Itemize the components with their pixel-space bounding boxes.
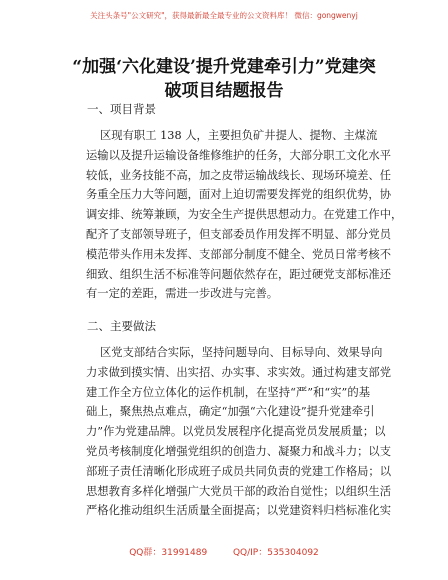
paragraph-line: 部班子责任清晰化形成班子成员共同负责的党建工作格局；以 — [86, 464, 392, 478]
paragraph-line: 运输以及提升运输设备维修维护的任务，大部分职工文化水平 — [86, 148, 392, 162]
paragraph-line: 务重全压力大等问题，面对上迫切需要发挥党的组织优势，协 — [86, 188, 392, 202]
footer-contact — [0, 545, 448, 558]
title-line-2: 破项目结题报告 — [164, 81, 284, 101]
paragraph-background — [86, 126, 403, 304]
section-heading-background: 一、项目背景 — [87, 102, 156, 116]
paragraph-line: 严格化推动组织生活质量全面提高；以党建资料归档标准化实 — [86, 504, 392, 518]
paragraph-line: 力”作为党建品牌。以党员发展程序化提高党员发展质量；以 — [86, 425, 386, 439]
paragraph-line: 区现有职工 138 人，主要担负矿井提人、提物、主煤流 — [100, 129, 378, 142]
top-banner: 关注头条号"公文研究"，获得最新最全最专业的公文资料库！ 微信：gongwenyj — [90, 11, 358, 20]
document-title — [30, 55, 418, 103]
footer-qq-ip: QQ/IP：535304092 — [232, 548, 319, 558]
footer-qq-group: QQ群：31991489 — [129, 548, 208, 558]
paragraph-line: 较低，业务技能不高，加之皮带运输战线长、现场环境差、任 — [86, 168, 392, 182]
paragraph-line: 区党支部结合实际，坚持问题导向、目标导向、效果导向 — [100, 346, 383, 359]
paragraph-line: 力求做到摸实情、出实招、办实事、求实效。通过构建支部党 — [86, 365, 392, 379]
paragraph-line: 建工作全方位立体化的运作机制，在坚持“严”和“实”的基 — [86, 385, 370, 399]
paragraph-line: 础上，聚焦热点难点，确定“加强“六化建设”提升党建牵引 — [86, 405, 375, 419]
section-heading-methods: 二、主要做法 — [87, 319, 156, 333]
paragraph-line: 调安排、统筹兼顾，为安全生产提供思想动力。在党建工作中， — [86, 208, 403, 222]
paragraph-methods — [86, 343, 392, 521]
paragraph-line: 配齐了支部领导班子，但支部委员作用发挥不明显、部分党员 — [86, 227, 392, 241]
paragraph-line: 思想教育多样化增强广大党员干部的政治自觉性；以组织生活 — [86, 484, 392, 498]
paragraph-line: 党员考核制度化增强党组织的创造力、凝聚力和战斗力；以支 — [86, 444, 392, 458]
title-line-1: “加强‘六化建设’提升党建牵引力”党建突 — [72, 57, 376, 77]
paragraph-line: 细致、组织生活不标准等问题依然存在，距过硬党支部标准还 — [86, 267, 392, 281]
paragraph-line: 模范带头作用未发挥、支部部分制度不健全、党员日常考核不 — [86, 247, 392, 261]
paragraph-line: 有一定的差距，需进一步改进与完善。 — [86, 287, 279, 301]
